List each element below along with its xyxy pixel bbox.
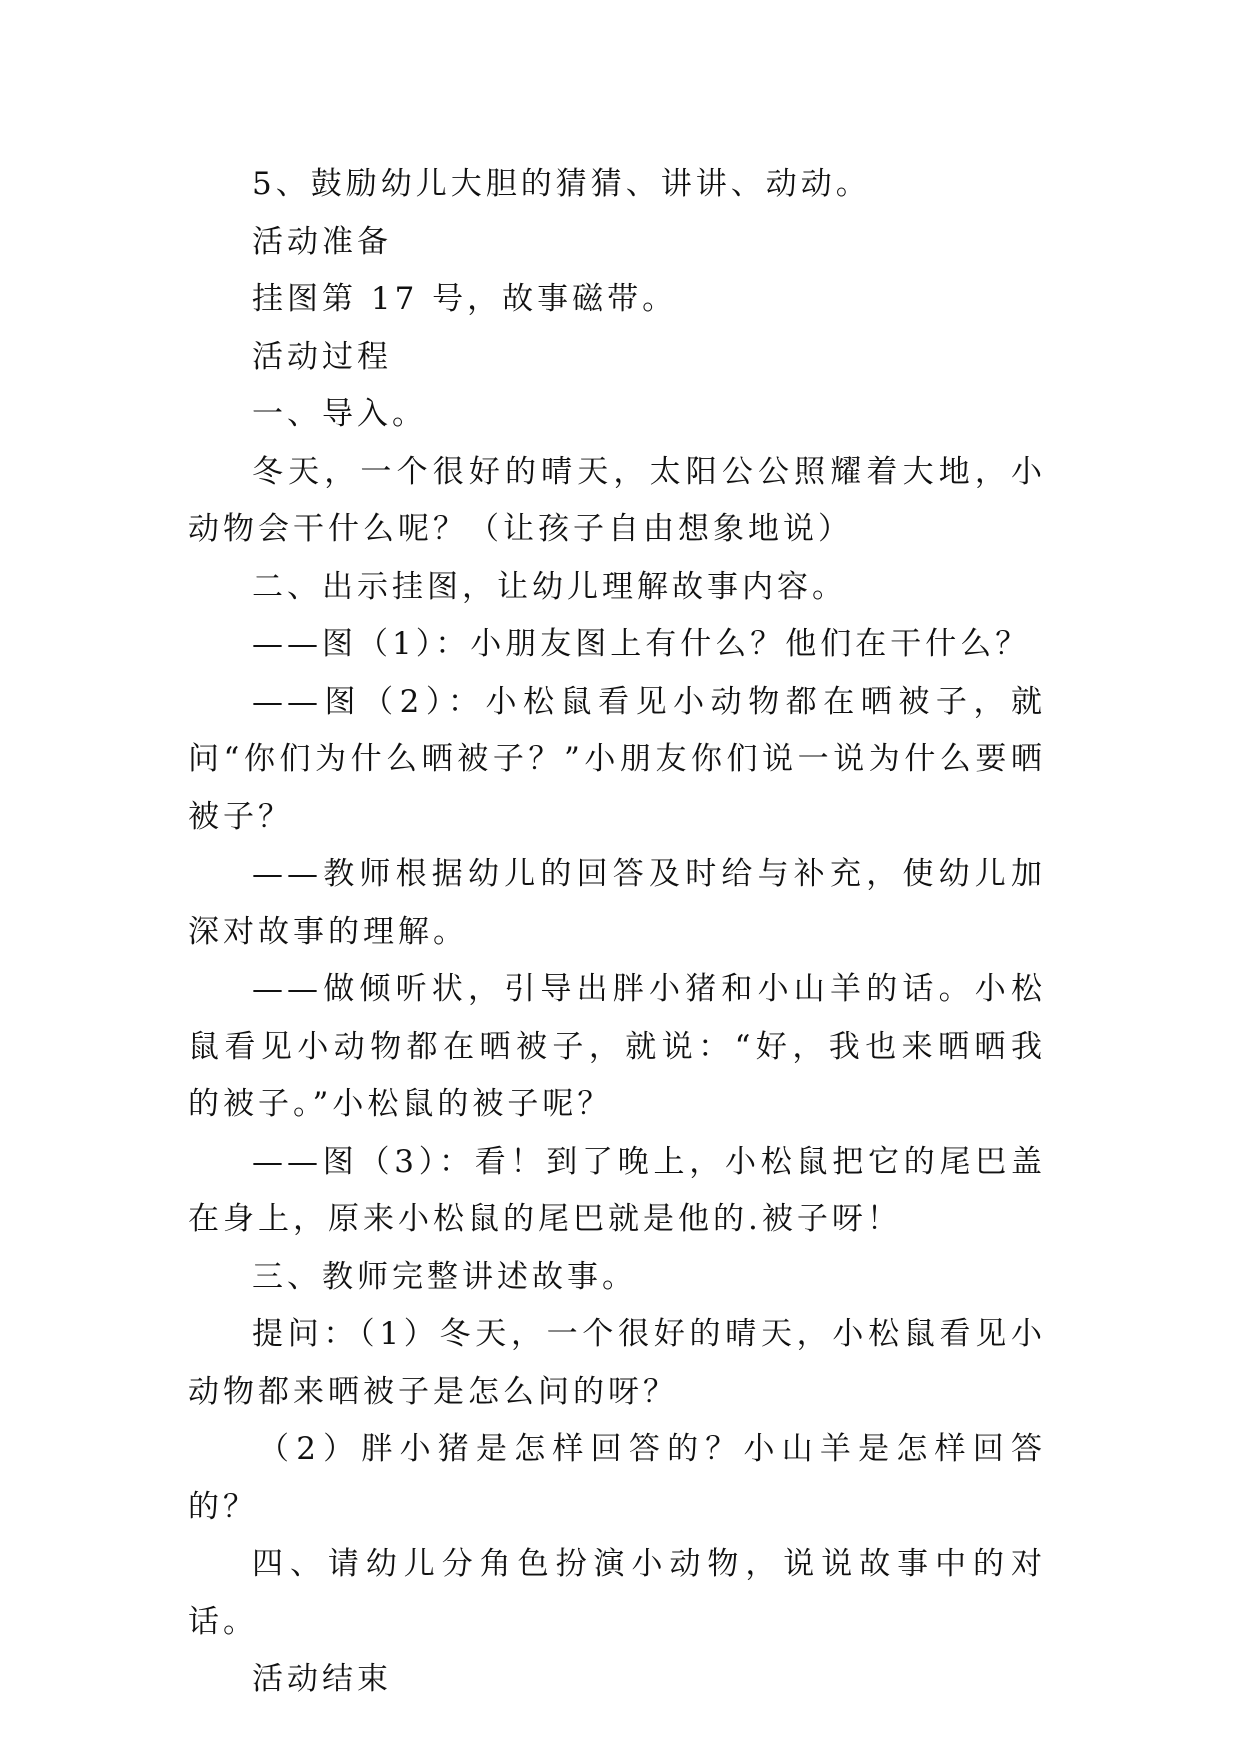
paragraph-winter-scene: 冬天，一个很好的晴天，太阳公公照耀着大地，小动物会干什么呢？（让孩子自由想象地说） xyxy=(188,453,1046,547)
heading-activity-end: 活动结束 xyxy=(252,1661,392,1697)
paragraph-materials: 挂图第 17 号，故事磁带。 xyxy=(252,281,678,317)
paragraph-listening: ——做倾听状，引导出胖小猪和小山羊的话。小松鼠看见小动物都在晒被子，就说：“好，我也来晒晒我的被子。”小松鼠的被子呢？ xyxy=(188,971,1046,1122)
step-1-introduction: 一、导入。 xyxy=(252,396,427,432)
paragraph-picture-1: ——图（1）：小朋友图上有什么？他们在干什么？ xyxy=(252,626,1031,662)
step-2-show-pictures: 二、出示挂图，让幼儿理解故事内容。 xyxy=(252,568,847,605)
heading-activity-process: 活动过程 xyxy=(252,338,392,375)
paragraph-question-2: （2）胖小猪是怎样回答的？小山羊是怎样回答的？ xyxy=(188,1431,1046,1525)
paragraph-goal-5: 5、鼓励幼儿大胆的猜猜、讲讲、动动。 xyxy=(252,166,871,202)
heading-activity-preparation: 活动准备 xyxy=(252,223,392,260)
paragraph-teacher-supplement: ——教师根据幼儿的回答及时给与补充，使幼儿加深对故事的理解。 xyxy=(188,856,1046,950)
step-4-role-play: 四、请幼儿分角色扮演小动物，说说故事中的对话。 xyxy=(188,1546,1046,1640)
step-3-retell-story: 三、教师完整讲述故事。 xyxy=(252,1258,637,1295)
paragraph-picture-3: ——图（3）：看！到了晚上，小松鼠把它的尾巴盖在身上，原来小松鼠的尾巴就是他的.被子呀！ xyxy=(188,1143,1046,1237)
paragraph-question-1: 提问：（1）冬天，一个很好的晴天，小松鼠看见小动物都来晒被子是怎么问的呀？ xyxy=(188,1316,1046,1410)
paragraph-picture-2: ——图（2）：小松鼠看见小动物都在晒被子，就问“你们为什么晒被子？”小朋友你们说一说为什么要晒被子？ xyxy=(188,683,1046,835)
document-body xyxy=(188,156,1046,1709)
